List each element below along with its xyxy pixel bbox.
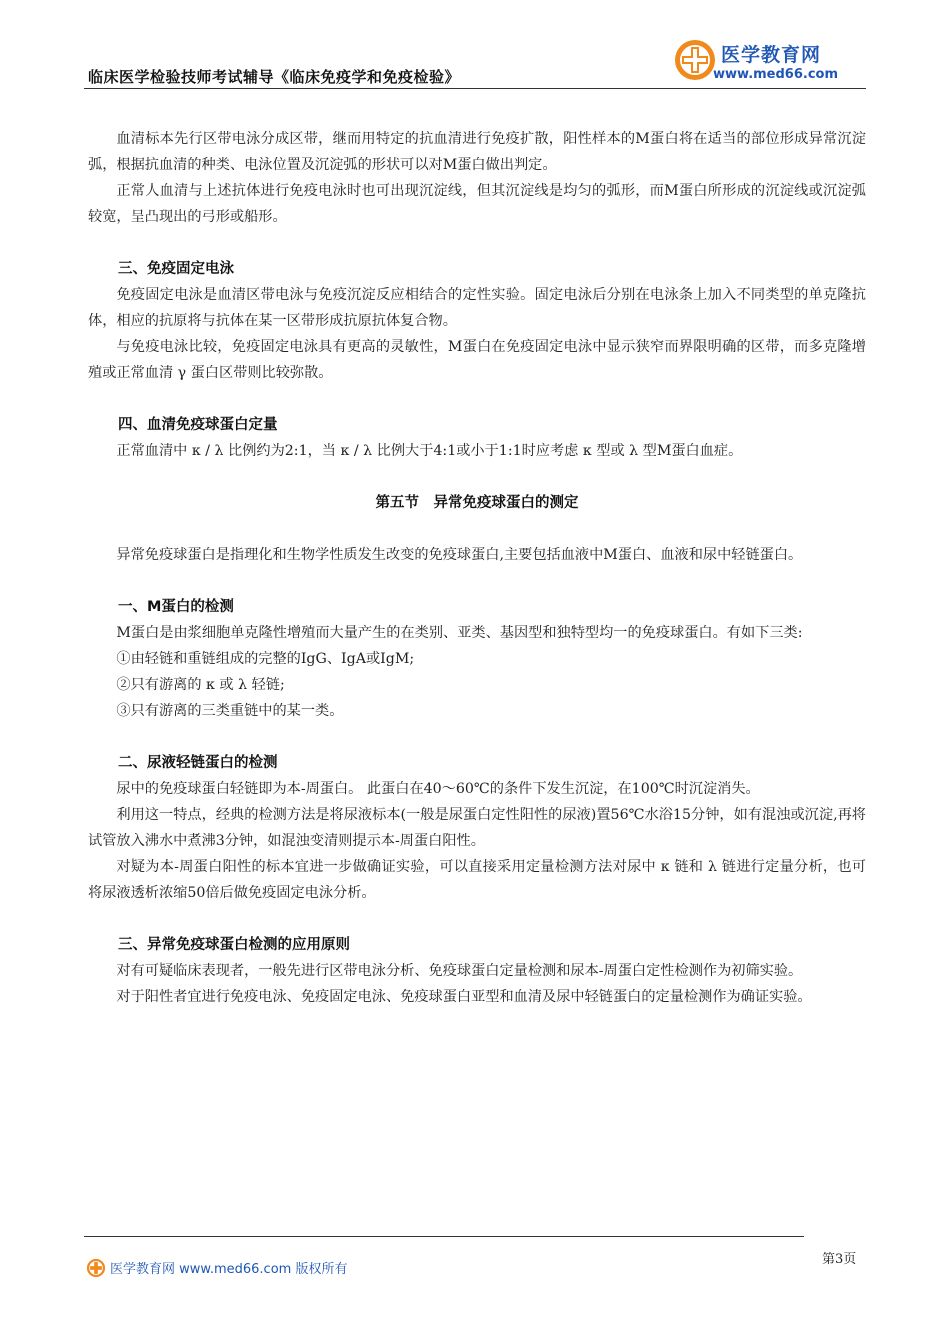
- paragraph: 免疫固定电泳是血清区带电泳与免疫沉淀反应相结合的定性实验。固定电泳后分别在电泳条上加入不同类型的单克隆抗体，相应的抗原将与抗体在某一区带形成抗原抗体复合物。: [88, 287, 866, 329]
- list-item: ②只有游离的 κ 或 λ 轻链;: [116, 677, 285, 693]
- paragraph: 血清标本先行区带电泳分成区带，继而用特定的抗血清进行免疫扩散，阳性样本的M蛋白将在适当的部位形成异常沉淀弧，根据抗血清的种类、电泳位置及沉淀弧的形状可以对M蛋白做出判定。: [88, 131, 866, 173]
- page-number: 第3页: [822, 1252, 857, 1267]
- paragraph: 正常血清中 κ / λ 比例约为2:1，当 κ / λ 比例大于4:1或小于1:1时应考虑 κ 型或 λ 型M蛋白血症。: [116, 443, 743, 459]
- logo-url[interactable]: www.med66.com: [713, 67, 839, 82]
- section-heading: 二、尿液轻链蛋白的检测: [118, 755, 278, 771]
- paragraph: 对有可疑临床表现者，一般先进行区带电泳分析、免疫球蛋白定量检测和尿本-周蛋白定性检测作为初筛实验。: [116, 963, 803, 979]
- logo-cross-icon: [673, 38, 717, 82]
- paragraph: M蛋白是由浆细胞单克隆性增殖而大量产生的在类别、亚类、基因型和独特型均一的免疫球蛋白。有如下三类:: [116, 625, 803, 641]
- paragraph: 正常人血清与上述抗体进行免疫电泳时也可出现沉淀线，但其沉淀线是均匀的弧形，而M蛋白所形成的沉淀线或沉淀弧较宽，呈凸现出的弓形或船形。: [88, 183, 866, 225]
- section-heading: 三、异常免疫球蛋白检测的应用原则: [118, 937, 350, 953]
- footer-logo-icon: [86, 1258, 106, 1278]
- paragraph: 与免疫电泳比较，免疫固定电泳具有更高的灵敏性，M蛋白在免疫固定电泳中显示狭窄而界限明确的区带，而多克隆增殖或正常血清 γ 蛋白区带则比较弥散。: [88, 339, 866, 381]
- footer-rule: [84, 1236, 804, 1237]
- chapter-title: 第五节 异常免疫球蛋白的测定: [375, 495, 579, 511]
- paragraph: 对疑为本-周蛋白阳性的标本宜进一步做确证实验，可以直接采用定量检测方法对尿中 κ 链和 λ 链进行定量分析，也可将尿液透析浓缩50倍后做免疫固定电泳分析。: [88, 859, 866, 901]
- paragraph: 尿中的免疫球蛋白轻链即为本-周蛋白。 此蛋白在40～60℃的条件下发生沉淀，在100℃时沉淀消失。: [116, 781, 760, 797]
- footer-logo: [86, 1258, 106, 1282]
- section-heading: 三、免疫固定电泳: [118, 261, 234, 277]
- header-title: 临床医学检验技师考试辅导《临床免疫学和免疫检验》: [88, 68, 461, 86]
- section-heading: 四、血清免疫球蛋白定量: [118, 417, 278, 433]
- paragraph: 利用这一特点，经典的检测方法是将尿液标本(一般是尿蛋白定性阳性的尿液)置56℃水浴15分钟，如有混浊或沉淀,再将试管放入沸水中煮沸3分钟，如混浊变清则提示本-周蛋白阳性。: [88, 807, 866, 849]
- paragraph: 对于阳性者宜进行免疫电泳、免疫固定电泳、免疫球蛋白亚型和血清及尿中轻链蛋白的定量检测作为确证实验。: [116, 989, 812, 1005]
- document-body: [88, 126, 866, 1010]
- list-item: ①由轻链和重链组成的完整的IgG、IgA或IgM;: [116, 651, 415, 667]
- section-heading: 一、M蛋白的检测: [118, 599, 234, 615]
- list-item: ③只有游离的三类重链中的某一类。: [116, 703, 344, 719]
- logo-text: 医学教育网: [721, 44, 822, 66]
- header-rule: [84, 88, 866, 89]
- footer-copyright[interactable]: 医学教育网 www.med66.com 版权所有: [110, 1262, 348, 1277]
- site-logo[interactable]: [673, 38, 873, 86]
- paragraph: 异常免疫球蛋白是指理化和生物学性质发生改变的免疫球蛋白,主要包括血液中M蛋白、血液和尿中轻链蛋白。: [116, 547, 803, 563]
